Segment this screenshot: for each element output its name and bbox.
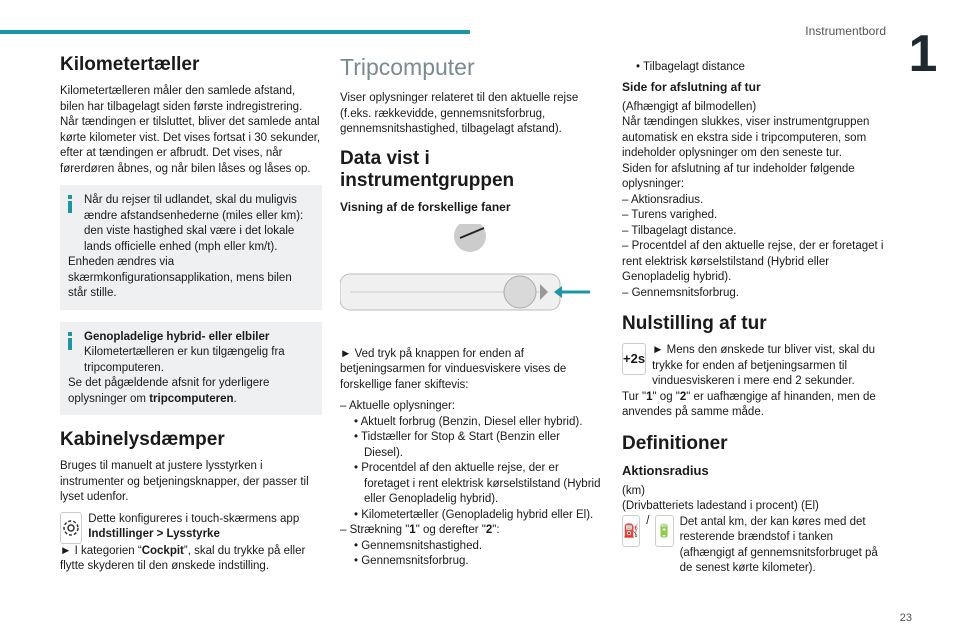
reset-note: Tur "1" og "2" er uafhængige af hinanden, men de anvendes på samme måde. <box>622 390 876 418</box>
akt-text: Det antal km, der kan køres med det resterende brændstof i tanken (afhængigt af gennemsnitsforbruget på de senest kørte kilometer). <box>679 515 878 574</box>
column-3 <box>622 60 884 577</box>
list-item: – Strækning "1" og derefter "2": <box>340 524 500 536</box>
info-hybrid-text: Kilometertælleren er kun tilgængelig fra tripcomputeren. <box>84 346 285 374</box>
list-item: – Turens varighed. <box>622 209 718 221</box>
akt-row <box>622 515 884 577</box>
info-icon <box>68 195 72 213</box>
heading-aktionsradius: Aktionsradius <box>622 462 709 478</box>
reset-row <box>622 343 884 390</box>
list-item: • Aktuelt forbrug (Benzin, Diesel eller hybrid). <box>354 415 583 428</box>
chapter-number: 1 <box>908 25 938 83</box>
heading-tripcomputer: Tripcomputer <box>340 54 475 80</box>
list-item: • Procentdel af den aktuelle rejse, der er foretaget i rent elektrisk kørselstilstand (Hybrid eller Genopladelig hybrid). <box>354 462 601 505</box>
heading-reset: Nulstilling af tur <box>622 313 767 334</box>
chapter-marker <box>898 25 948 88</box>
list-current <box>340 399 602 570</box>
header-accent-bar <box>0 30 470 34</box>
settings-row <box>60 512 322 544</box>
para-end-2: Når tændingen slukkes, viser instrumentgruppen automatisk en ekstra side i tripcomputeren, som indeholder oplysninger om den seneste tur. <box>622 116 870 159</box>
column-2 <box>340 54 602 570</box>
list-item: • Kilometertæller (Genopladelig hybrid eller El). <box>354 508 594 521</box>
heading-definitioner: Definitioner <box>622 432 728 454</box>
para-end-3: Siden for afslutning af tur indeholder følgende oplysninger: <box>622 162 855 190</box>
para-kilometertaeller: Kilometertælleren måler den samlede afstand, bilen har tilbagelagt siden første indregistrering. Når tændingen er tilsluttet, bliver det samlede antal kørte kilometer vist. Det vises fortsat i 30 sekunder, efter at tændingen er afbrudt. Det vises, når førerdøren åbnes, og når bilen låses og låses op. <box>60 85 321 175</box>
stalk-step: ► Ved tryk på knappen for enden af betjeningsarmen for vinduesviskere vises de forskellige faner skiftevis: <box>340 347 567 391</box>
list-item: – Procentdel af den aktuelle rejse, der er foretaget i rent elektrisk kørselstilstand (Hybrid eller Genopladelig hybrid). <box>622 240 884 283</box>
list-item: – Aktionsradius. <box>622 193 704 206</box>
list-item: • Tidstæller for Stop & Start (Benzin eller Diesel). <box>354 431 560 459</box>
heading-data-vist: Data vist i instrumentgruppen <box>340 147 515 191</box>
settings-path-text: Dette konfigureres i touch-skærmens app Indstillinger > Lysstyrke <box>88 512 300 540</box>
para-tripcomputer: Viser oplysninger relateret til den aktuelle rejse (f.eks. rækkevidde, gennemsnitsforbrug, gennemsnitshastighed, tilbagelagt afstand). <box>340 92 579 135</box>
info-box-hybrid <box>60 322 322 416</box>
list-item: • Gennemsnitshastighed. <box>354 539 483 552</box>
para-end-1: (Afhængigt af bilmodellen) <box>622 100 757 113</box>
battery-icon: 🔋 <box>655 515 673 547</box>
list-item: – Tilbagelagt distance. <box>622 224 737 237</box>
akt-el: (Drivbatteriets ladestand i procent) (El) <box>622 500 819 512</box>
list-item: • Gennemsnitsforbrug. <box>354 555 469 567</box>
reset-text: ► Mens den ønskede tur bliver vist, skal du trykke for enden af betjeningsarmen til vinduesviskeren i mere end 2 sekunder. <box>652 344 876 387</box>
info-hybrid-ref: Se det pågældende afsnit for yderligere oplysninger om tripcomputeren. <box>68 377 270 405</box>
separator: / <box>646 514 650 527</box>
subheading-faner: Visning af de forskellige faner <box>340 199 511 214</box>
list-end <box>622 193 884 302</box>
heading-kabinelysdaemper: Kabinelysdæmper <box>60 429 225 450</box>
heading-end-of-trip: Side for afslutning af tur <box>622 79 761 94</box>
wiper-stalk-illustration <box>340 224 602 339</box>
column-1 <box>60 54 322 581</box>
heading-kilometertaeller: Kilometertæller <box>60 54 200 75</box>
info-units-text-2: Enheden ændres via skærmkonfigurationsapplikation, mens bilen står stille. <box>68 256 292 299</box>
hold-2s-icon: +2s <box>622 343 646 375</box>
info-units-text: Når du rejser til udlandet, skal du muligvis ændre afstandsenhederne (miles eller km): den viste hastighed skal være i det lokale lands officielle enhed (mph eller km/t). <box>84 194 304 253</box>
fuel-pump-icon: ⛽ <box>622 515 640 547</box>
info-box-units <box>60 185 322 310</box>
gear-icon <box>60 512 82 544</box>
info-hybrid-title: Genopladelige hybrid- eller elbiler <box>84 330 270 343</box>
para-kabinelysdaemper: Bruges til manuelt at justere lysstyrken i instrumenter og betjeningsknapper, der passer til lyset udenfor. <box>60 460 309 503</box>
cockpit-step: ► I kategorien “Cockpit”, skal du trykke på eller flytte skyderen til den ønskede indstilling. <box>60 544 306 572</box>
akt-unit: (km) <box>622 484 645 497</box>
list-item: • Tilbagelagt distance <box>636 61 745 73</box>
info-icon <box>68 332 72 350</box>
page-number: 23 <box>899 612 912 624</box>
list-item: – Aktuelle oplysninger: <box>340 400 456 412</box>
section-title: Instrumentbord <box>805 24 886 38</box>
list-item: – Gennemsnitsforbrug. <box>622 286 739 299</box>
